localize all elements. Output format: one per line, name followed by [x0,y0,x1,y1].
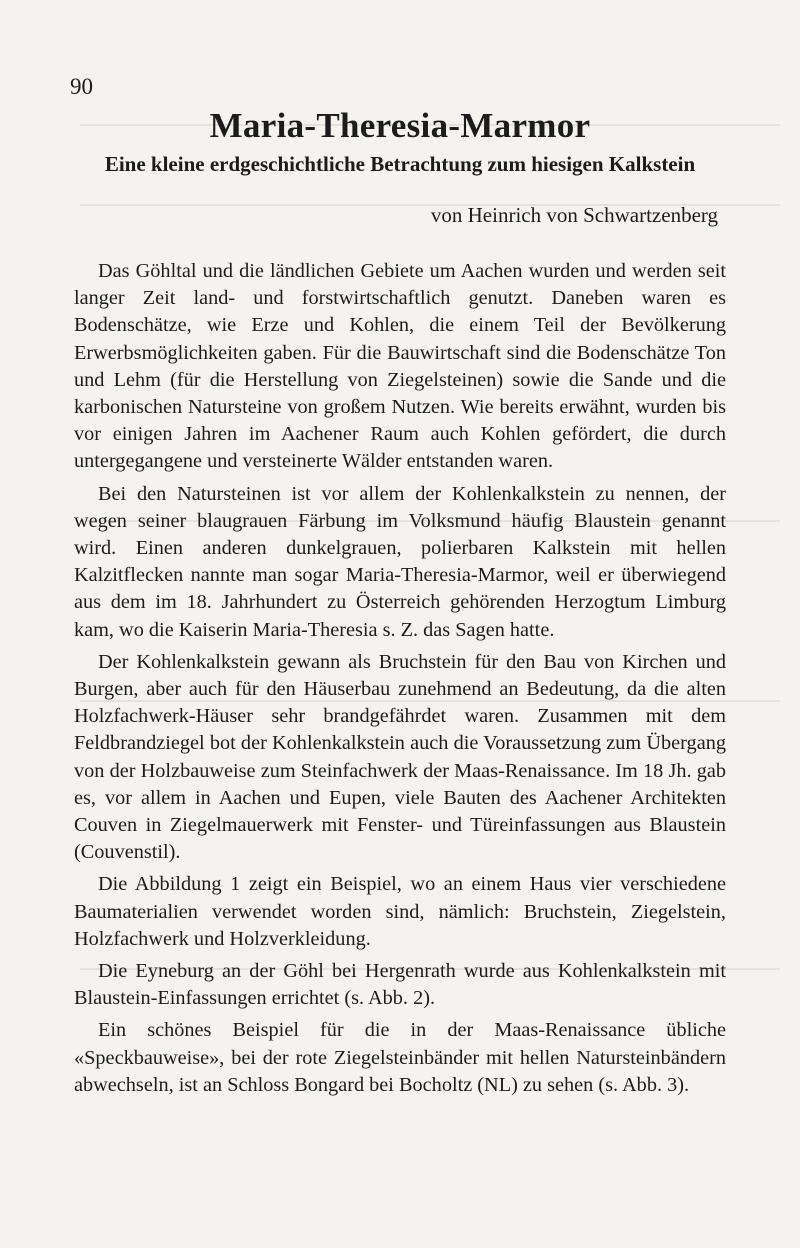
author-line: von Heinrich von Schwartzenberg [430,203,718,227]
page-number: 90 [70,74,93,99]
paragraph: Ein schönes Beispiel für die in der Maas-Renaissance übliche «Speckbauweise», bei der rote Ziegelsteinbänder mit hellen Natursteinbändern abwechseln, ist an Schloss Bongard bei Bocholtz (NL) zu sehen (s. Abb. 3). [74,1019,726,1096]
paragraph: Der Kohlenkalkstein gewann als Bruchstein für den Bau von Kirchen und Burgen, aber auch für den Häuserbau zunehmend an Bedeutung, da die alten Holzfachwerk-Häuser sehr brandgefährdet waren. Zusammen mit dem Feldbrandziegel bot der Kohlenkalkstein auch die Voraussetzung zum Übergang von der Holzbauweise zum Steinfachwerk der Maas-Renaissance. Im 18 Jh. gab es, vor allem in Aachen und Eupen, viele Bauten des Aachener Architekten Couven in Ziegelmauerwerk mit Fenster- und Türeinfassungen aus Blaustein (Couvenstil). [74,650,726,864]
paragraph: Die Eyneburg an der Göhl bei Hergenrath wurde aus Kohlenkalkstein mit Blaustein-Einfassungen errichtet (s. Abb. 2). [74,960,726,1010]
article-body [74,258,726,1104]
article-subtitle: Eine kleine erdgeschichtliche Betrachtung zum hiesigen Kalkstein [104,152,696,176]
paragraph: Die Abbildung 1 zeigt ein Beispiel, wo an einem Haus vier verschiedene Baumaterialien verwendet worden sind, nämlich: Bruchstein, Ziegelstein, Holzfachwerk und Holzverkleidung. [74,873,726,950]
paragraph: Bei den Natursteinen ist vor allem der Kohlenkalkstein zu nennen, der wegen seiner blaugrauen Färbung im Volksmund häufig Blaustein genannt wird. Einen anderen dunkelgrauen, polierbaren Kalkstein mit hellen Kalzitflecken nannte man sogar Maria-Theresia-Marmor, weil er überwiegend aus dem im 18. Jahrhundert zu Österreich gehörenden Herzogtum Limburg kam, wo die Kaiserin Maria-Theresia s. Z. das Sagen hatte. [74,482,726,641]
paragraph: Das Göhltal und die ländlichen Gebiete um Aachen wurden und werden seit langer Zeit land- und forstwirtschaftlich genutzt. Daneben waren es Bodenschätze, wie Erze und Kohlen, die einem Teil der Bevölkerung Erwerbsmöglichkeiten gaben. Für die Bauwirtschaft sind die Bodenschätze Ton und Lehm (für die Herstellung von Ziegelsteinen) sowie die Sande und die karbonischen Natursteine von großem Nutzen. Wie bereits erwähnt, wurden bis vor einigen Jahren im Aachener Raum auch Kohlen gefördert, die durch untergegangene und versteinerte Wälder entstanden waren. [74,260,726,473]
article-title: Maria-Theresia-Marmor [209,106,591,145]
